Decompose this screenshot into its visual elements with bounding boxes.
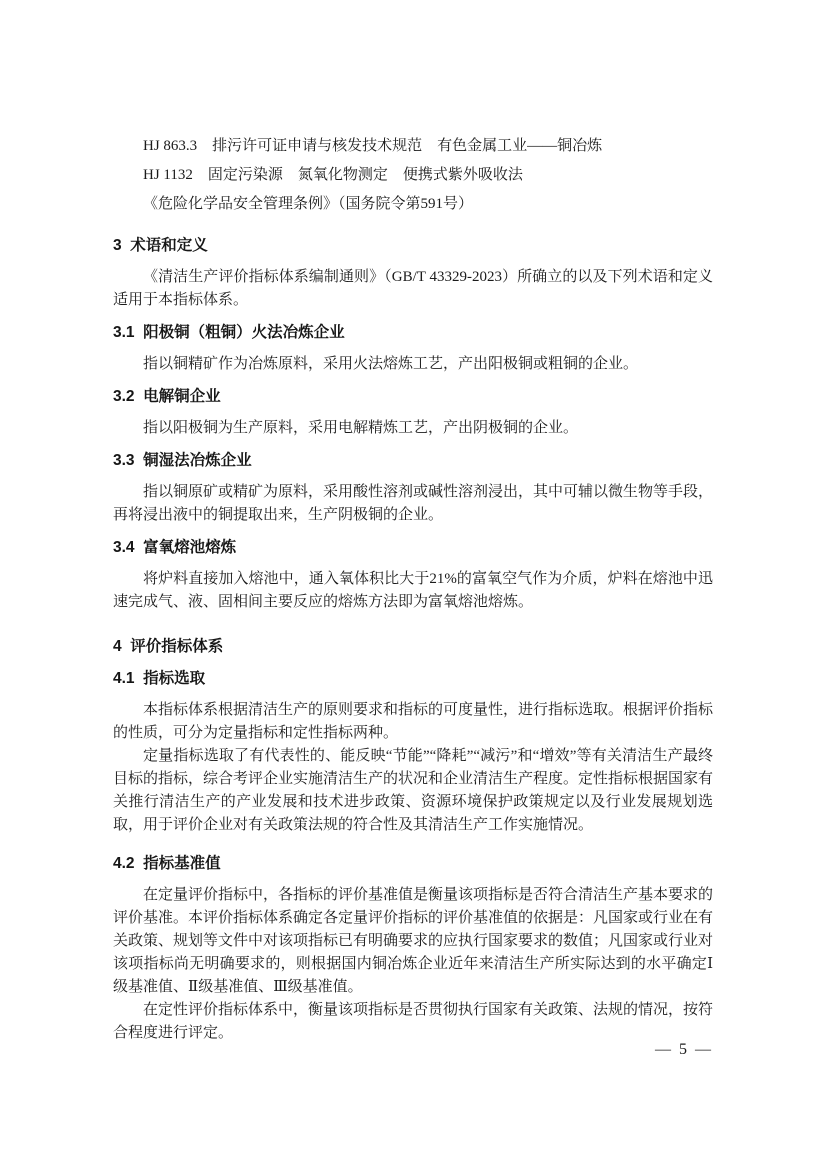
section-3-1-heading: 3.1 阳极铜（粗铜）火法冶炼企业 <box>113 324 345 341</box>
section-4-heading: 4 评价指标体系 <box>113 638 224 655</box>
section-3-3-heading: 3.3 铜湿法冶炼企业 <box>113 452 252 469</box>
section-4-2-paragraph: 在定性评价指标体系中，衡量该项指标是否贯彻执行国家有关政策、法规的情况，按符合程度进行评定。 <box>113 1002 714 1041</box>
reference-item: HJ 863.3 排污许可证申请与核发技术规范 有色金属工业——铜冶炼 <box>143 138 603 154</box>
section-4-1-heading: 4.1 指标选取 <box>113 670 206 687</box>
section-4-2-paragraph: 在定量评价指标中，各指标的评价基准值是衡量该项指标是否符合清洁生产基本要求的评价基准。本评价指标体系确定各定量评价指标的评价基准值的依据是：凡国家或行业在有关政策、规划等文件中对该项指标已有明确要求的应执行国家要求的数值；凡国家或行业对该项指标尚无明确要求的，则根据国内铜冶炼企业近年来清洁生产所实际达到的水平确定Ⅰ级基准值、Ⅱ级基准值、Ⅲ级基准值。 <box>113 887 714 995</box>
section-3-intro: 《清洁生产评价指标体系编制通则》（GB/T 43329-2023）所确立的以及下列术语和定义适用于本指标体系。 <box>113 269 713 308</box>
section-3-heading: 3 术语和定义 <box>113 237 208 254</box>
section-3-2-text: 指以阳极铜为生产原料，采用电解精炼工艺，产出阴极铜的企业。 <box>143 420 579 436</box>
section-3-2-heading: 3.2 电解铜企业 <box>113 388 221 405</box>
page-number: — 5 — <box>655 1041 713 1058</box>
section-3-3-text: 指以铜原矿或精矿为原料，采用酸性溶剂或碱性溶剂浸出，其中可辅以微生物等手段，再将浸出液中的铜提取出来，生产阴极铜的企业。 <box>113 484 714 523</box>
reference-item: 《危险化学品安全管理条例》（国务院令第591号） <box>143 196 474 212</box>
reference-item: HJ 1132 固定污染源 氮氧化物测定 便携式紫外吸收法 <box>143 167 523 183</box>
section-3-4-heading: 3.4 富氧熔池熔炼 <box>113 539 237 556</box>
section-4-2-heading: 4.2 指标基准值 <box>113 855 221 872</box>
page-body <box>113 132 713 1045</box>
references-list <box>113 132 713 219</box>
section-3-4-text: 将炉料直接加入熔池中，通入氧体积比大于21%的富氧空气作为介质，炉料在熔池中迅速完成气、液、固相间主要反应的熔炼方法即为富氧熔池熔炼。 <box>113 571 713 610</box>
section-3-1-text: 指以铜精矿作为冶炼原料，采用火法熔炼工艺，产出阳极铜或粗铜的企业。 <box>143 356 639 372</box>
section-4-1-paragraph: 定量指标选取了有代表性的、能反映“节能”“降耗”“减污”和“增效”等有关清洁生产最终目标的指标，综合考评企业实施清洁生产的状况和企业清洁生产程度。定性指标根据国家有关推行清洁生产的产业发展和技术进步政策、资源环境保护政策规定以及行业发展规划选取，用于评价企业对有关政策法规的符合性及其清洁生产工作实施情况。 <box>113 748 714 833</box>
section-4-1-paragraph: 本指标体系根据清洁生产的原则要求和指标的可度量性，进行指标选取。根据评价指标的性质，可分为定量指标和定性指标两种。 <box>113 702 714 741</box>
